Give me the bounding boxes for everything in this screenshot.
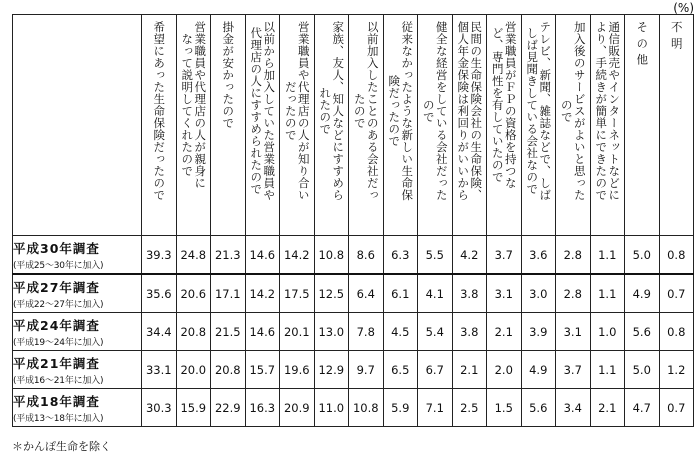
column-header-label: 営業職員や代理店の人が知り合い だったので — [283, 21, 311, 201]
table-cell: 33.1 — [142, 351, 177, 389]
column-header — [211, 15, 246, 236]
column-header — [349, 15, 384, 236]
row-title: 平成30年調査 — [13, 240, 100, 256]
table-cell: 6.4 — [349, 274, 384, 313]
table-cell: 6.1 — [383, 274, 418, 313]
table-cell: 8.6 — [349, 236, 384, 275]
table-cell: 7.1 — [418, 389, 453, 427]
table-cell: 3.9 — [521, 313, 556, 351]
header-row — [13, 15, 694, 236]
row-header — [13, 274, 142, 313]
table-cell: 2.8 — [556, 274, 591, 313]
table-cell: 14.2 — [280, 236, 315, 275]
table-cell: 2.1 — [590, 389, 625, 427]
table-cell: 3.8 — [452, 313, 487, 351]
table-cell: 3.1 — [556, 313, 591, 351]
column-header-label: 希望にあった生命保険だったので — [152, 21, 167, 201]
table-cell: 0.7 — [659, 274, 694, 313]
table-cell: 2.8 — [556, 236, 591, 275]
table-cell: 3.1 — [487, 274, 522, 313]
table-cell: 0.8 — [659, 236, 694, 275]
table-cell: 35.6 — [142, 274, 177, 313]
table-cell: 13.0 — [314, 313, 349, 351]
table-cell: 24.8 — [176, 236, 211, 275]
column-header — [142, 15, 177, 236]
table-cell: 3.4 — [556, 389, 591, 427]
table-cell: 0.8 — [659, 313, 694, 351]
column-header — [659, 15, 694, 236]
table-cell: 20.0 — [176, 351, 211, 389]
table-row — [13, 274, 694, 313]
column-header-label: 不 明 — [669, 21, 684, 50]
table-cell: 4.2 — [452, 236, 487, 275]
column-header-label: 掛金が安かったので — [221, 21, 236, 129]
table-cell: 20.8 — [211, 351, 246, 389]
column-header-label: 以前加入したことのある会社だっ たので — [352, 21, 380, 201]
table-cell: 5.9 — [383, 389, 418, 427]
column-header-label: テレビ、新聞、雑誌などで、しば しば見聞きしている会社なので — [525, 21, 553, 201]
table-cell: 4.5 — [383, 313, 418, 351]
table-cell: 16.3 — [245, 389, 280, 427]
table-cell: 4.7 — [625, 389, 660, 427]
row-header — [13, 389, 142, 427]
table-cell: 21.3 — [211, 236, 246, 275]
table-cell: 17.5 — [280, 274, 315, 313]
table-cell: 3.8 — [452, 274, 487, 313]
table-cell: 5.6 — [521, 389, 556, 427]
table-cell: 39.3 — [142, 236, 177, 275]
table-cell: 19.6 — [280, 351, 315, 389]
unit-label: (%) — [673, 1, 694, 15]
column-header-label: 以前から加入していた営業職員や 代理店の人にすすめられたので — [249, 21, 277, 201]
table-cell: 6.5 — [383, 351, 418, 389]
column-header-label: 営業職員がＦＰの資格を持つな ど、専門性を有していたので — [490, 21, 518, 189]
table-cell: 20.6 — [176, 274, 211, 313]
table-cell: 14.6 — [245, 313, 280, 351]
table-cell: 6.7 — [418, 351, 453, 389]
table-cell: 12.9 — [314, 351, 349, 389]
table-cell: 14.2 — [245, 274, 280, 313]
column-header — [556, 15, 591, 236]
row-subtitle: (平成16〜21年に加入) — [13, 375, 104, 386]
row-title: 平成21年調査 — [13, 355, 100, 371]
survey-table — [12, 14, 694, 427]
row-subtitle: (平成19〜24年に加入) — [13, 337, 104, 348]
table-cell: 3.6 — [521, 236, 556, 275]
row-title: 平成27年調査 — [13, 279, 100, 295]
row-title: 平成24年調査 — [13, 317, 100, 333]
table-cell: 1.1 — [590, 274, 625, 313]
column-header — [452, 15, 487, 236]
row-header — [13, 313, 142, 351]
table-cell: 7.8 — [349, 313, 384, 351]
table-cell: 17.1 — [211, 274, 246, 313]
column-header — [280, 15, 315, 236]
table-cell: 4.9 — [521, 351, 556, 389]
table-cell: 0.7 — [659, 389, 694, 427]
row-subtitle: (平成22〜27年に加入) — [13, 299, 104, 310]
table-cell: 20.8 — [176, 313, 211, 351]
column-header-label: 営業職員や代理店の人が親身に なって説明してくれたので — [180, 21, 208, 189]
column-header — [590, 15, 625, 236]
row-header — [13, 351, 142, 389]
table-cell: 2.1 — [452, 351, 487, 389]
column-header-label: 民間の生命保険会社の生命保険、 個人年金保険は利回りがいいから — [456, 21, 484, 201]
table-row — [13, 351, 694, 389]
column-header — [314, 15, 349, 236]
table-cell: 14.6 — [245, 236, 280, 275]
column-header-label: 健全な経営をしている会社だった ので — [421, 21, 449, 201]
table-cell: 1.5 — [487, 389, 522, 427]
table-cell: 9.7 — [349, 351, 384, 389]
column-header — [521, 15, 556, 236]
row-subtitle: (平成13〜18年に加入) — [13, 413, 104, 424]
column-header — [383, 15, 418, 236]
table-cell: 34.4 — [142, 313, 177, 351]
table-cell: 20.1 — [280, 313, 315, 351]
table-cell: 5.6 — [625, 313, 660, 351]
column-header — [487, 15, 522, 236]
table-cell: 10.8 — [349, 389, 384, 427]
table-body — [13, 236, 694, 427]
table-cell: 1.1 — [590, 351, 625, 389]
table-cell: 3.7 — [487, 236, 522, 275]
table-cell: 6.3 — [383, 236, 418, 275]
table-cell: 3.7 — [556, 351, 591, 389]
column-header-label: 従来なかったような新しい生命保 険だったので — [387, 21, 415, 201]
table-cell: 30.3 — [142, 389, 177, 427]
table-cell: 5.0 — [625, 351, 660, 389]
table-row — [13, 313, 694, 351]
table-cell: 20.9 — [280, 389, 315, 427]
table-cell: 15.9 — [176, 389, 211, 427]
table-cell: 2.1 — [487, 313, 522, 351]
row-header — [13, 236, 142, 275]
table-cell: 22.9 — [211, 389, 246, 427]
corner-cell — [13, 15, 142, 236]
table-cell: 2.5 — [452, 389, 487, 427]
table-cell: 21.5 — [211, 313, 246, 351]
table-cell: 1.1 — [590, 236, 625, 275]
table-cell: 4.9 — [625, 274, 660, 313]
column-header-label: そ の 他 — [635, 21, 650, 66]
table-cell: 5.5 — [418, 236, 453, 275]
column-header — [625, 15, 660, 236]
column-header-label: 加入後のサービスがよいと思った ので — [559, 21, 587, 201]
table-cell: 5.4 — [418, 313, 453, 351]
row-title: 平成18年調査 — [13, 393, 100, 409]
table-cell: 2.0 — [487, 351, 522, 389]
table-cell: 4.1 — [418, 274, 453, 313]
table-cell: 15.7 — [245, 351, 280, 389]
footnote: ＊かんぽ生命を除く — [12, 440, 111, 453]
row-subtitle: (平成25〜30年に加入) — [13, 260, 104, 271]
column-header-label: 通信販売やインターネットなどに より、手続きが簡単にできたので — [594, 21, 622, 201]
table-row — [13, 236, 694, 275]
table-row — [13, 389, 694, 427]
column-header — [176, 15, 211, 236]
table-cell: 1.2 — [659, 351, 694, 389]
table-cell: 10.8 — [314, 236, 349, 275]
table-cell: 3.0 — [521, 274, 556, 313]
column-header — [418, 15, 453, 236]
table-cell: 1.0 — [590, 313, 625, 351]
table-cell: 5.0 — [625, 236, 660, 275]
table-cell: 11.0 — [314, 389, 349, 427]
column-header — [245, 15, 280, 236]
table-cell: 12.5 — [314, 274, 349, 313]
column-header-label: 家族、友人、知人などにすすめら れたので — [318, 21, 346, 201]
